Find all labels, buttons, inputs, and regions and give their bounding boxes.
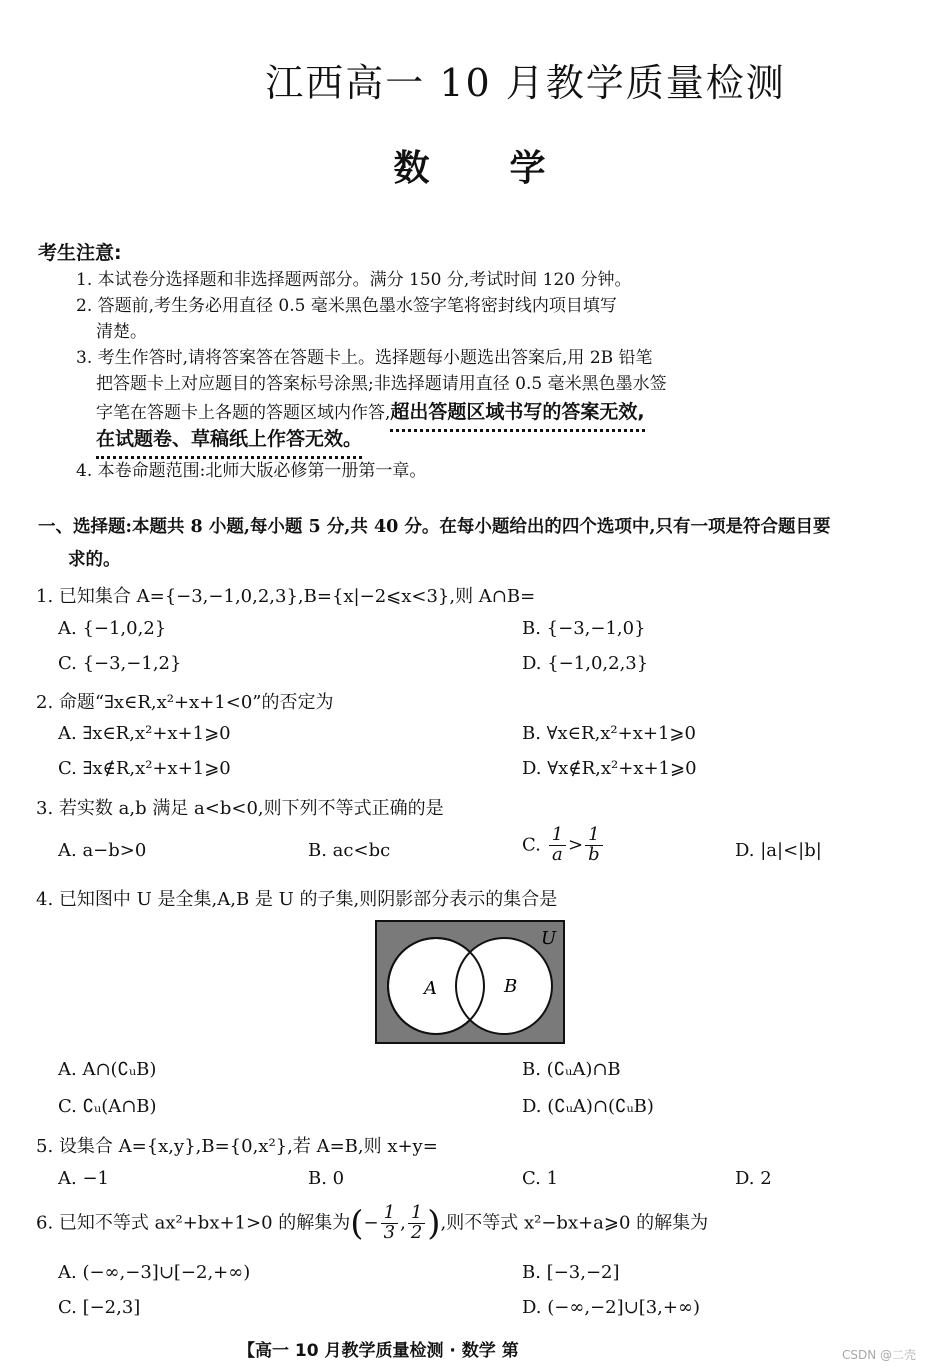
question-1: 1. 已知集合 A={−3,−1,0,2,3},B={x|−2⩽x<3},则 A∩B= — [36, 586, 536, 607]
q3-option-a: A. a−b>0 — [58, 840, 147, 861]
notice-text: 字笔在答题卡上各题的答题区域内作答, — [96, 403, 391, 423]
q2-option-d: D. ∀x∉R,x²+x+1⩾0 — [522, 758, 697, 779]
q5-option-c: C. 1 — [522, 1168, 559, 1189]
q1-option-c: C. {−3,−1,2} — [58, 653, 182, 674]
question-2: 2. 命题“∃x∈R,x²+x+1<0”的否定为 — [36, 692, 334, 713]
q6-neg: − — [363, 1212, 379, 1234]
fraction-numerator: 1 — [381, 1204, 398, 1224]
fraction — [381, 1204, 398, 1243]
notice-heading: 考生注意: — [38, 242, 122, 264]
fraction — [585, 826, 603, 865]
question-6: 6. 已知不等式 ax²+bx+1>0 的解集为(− $\frac{1}{3}$ , $\frac{1}{2}$ ),则不等式 x²−bx+a⩾0 的解集为 — [36, 1202, 709, 1244]
venn-label-b: B — [504, 976, 518, 997]
q6-option-a: A. (−∞,−3]∪[−2,+∞) — [58, 1262, 251, 1283]
notice-item-3: 3. 考生作答时,请将答案答在答题卡上。选择题每小题选出答案后,用 2B 铅笔 — [76, 348, 653, 368]
venn-label-a: A — [424, 978, 437, 999]
q4-option-d: D. (∁ᵤA)∩(∁ᵤB) — [522, 1096, 654, 1117]
notice-item-3-cont: 把答题卡上对应题目的答案标号涂黑;非选择题请用直径 0.5 毫米黑色墨水签 — [96, 374, 667, 394]
q5-option-b: B. 0 — [308, 1168, 345, 1189]
q2-option-a: A. ∃x∈R,x²+x+1⩾0 — [58, 723, 231, 744]
emphasis-text: 超出答题区域书写的答案无效, — [390, 401, 644, 432]
venn-diagram — [375, 920, 567, 1046]
exam-title: 江西高一 10 月教学质量检测 — [265, 61, 786, 105]
notice-item-2: 2. 答题前,考生务必用直径 0.5 毫米黑色墨水签字笔将密封线内项目填写 — [76, 296, 617, 316]
q2-option-b: B. ∀x∈R,x²+x+1⩾0 — [522, 723, 696, 744]
q4-option-c: C. ∁ᵤ(A∩B) — [58, 1096, 157, 1117]
q6-stem-b: ,则不等式 x²−bx+a⩾0 的解集为 — [440, 1212, 709, 1234]
question-5: 5. 设集合 A={x,y},B={0,x²},若 A=B,则 x+y= — [36, 1136, 438, 1157]
section-heading: 一、选择题:本题共 8 小题,每小题 5 分,共 40 分。在每小题给出的四个选项中,只有一项是符合题目要 — [38, 517, 831, 537]
q3-option-c — [522, 826, 605, 865]
fraction-denominator: a — [551, 843, 563, 865]
notice-item-1: 1. 本试卷分选择题和非选择题两部分。满分 150 分,考试时间 120 分钟。 — [76, 270, 632, 290]
question-4: 4. 已知图中 U 是全集,A,B 是 U 的子集,则阴影部分表示的集合是 — [36, 889, 558, 910]
q4-option-a: A. A∩(∁ᵤB) — [58, 1059, 157, 1080]
q2-option-c: C. ∃x∉R,x²+x+1⩾0 — [58, 758, 231, 779]
emphasis-text-2: 在试题卷、草稿纸上作答无效。 — [96, 428, 362, 459]
question-3: 3. 若实数 a,b 满足 a<b<0,则下列不等式正确的是 — [36, 798, 444, 819]
q6-option-b: B. [−3,−2] — [522, 1262, 620, 1283]
q1-option-d: D. {−1,0,2,3} — [522, 653, 649, 674]
fraction-denominator: 3 — [383, 1221, 396, 1243]
fraction — [408, 1204, 425, 1243]
subject-title: 数学 — [393, 147, 626, 189]
q3-option-c-label: C. — [522, 834, 541, 856]
q6-stem-a: 6. 已知不等式 ax²+bx+1>0 的解集为 — [36, 1212, 351, 1234]
watermark: CSDN @二壳 — [842, 1348, 917, 1362]
open-paren: ( — [350, 1203, 364, 1244]
fraction-denominator: 2 — [410, 1221, 423, 1243]
notice-item-4: 4. 本卷命题范围:北师大版必修第一册第一章。 — [76, 461, 427, 481]
notice-item-3-cont3 — [96, 424, 362, 451]
q5-option-a: A. −1 — [58, 1168, 109, 1189]
q6-option-d: D. (−∞,−2]∪[3,+∞) — [522, 1297, 700, 1318]
close-paren: ) — [427, 1203, 441, 1244]
fraction-denominator: b — [588, 843, 600, 865]
venn-label-u: U — [541, 928, 557, 949]
q6-option-c: C. [−2,3] — [58, 1297, 141, 1318]
q1-option-a: A. {−1,0,2} — [58, 618, 167, 639]
q4-option-b: B. (∁ᵤA)∩B — [522, 1059, 621, 1080]
fraction — [549, 826, 566, 865]
q5-option-d: D. 2 — [735, 1168, 772, 1189]
relation: > — [568, 834, 584, 856]
notice-item-3-cont2 — [96, 397, 645, 424]
page-footer: 【高一 10 月教学质量检测 · 数学 第 — [238, 1341, 519, 1361]
fraction-numerator: 1 — [408, 1204, 425, 1224]
q1-option-b: B. {−3,−1,0} — [522, 618, 646, 639]
section-heading-cont: 求的。 — [68, 550, 121, 570]
q3-option-b: B. ac<bc — [308, 840, 391, 861]
fraction-numerator: 1 — [549, 826, 566, 846]
notice-item-2-cont: 清楚。 — [96, 322, 147, 342]
fraction-numerator: 1 — [585, 826, 603, 846]
q3-option-d: D. |a|<|b| — [735, 840, 822, 861]
